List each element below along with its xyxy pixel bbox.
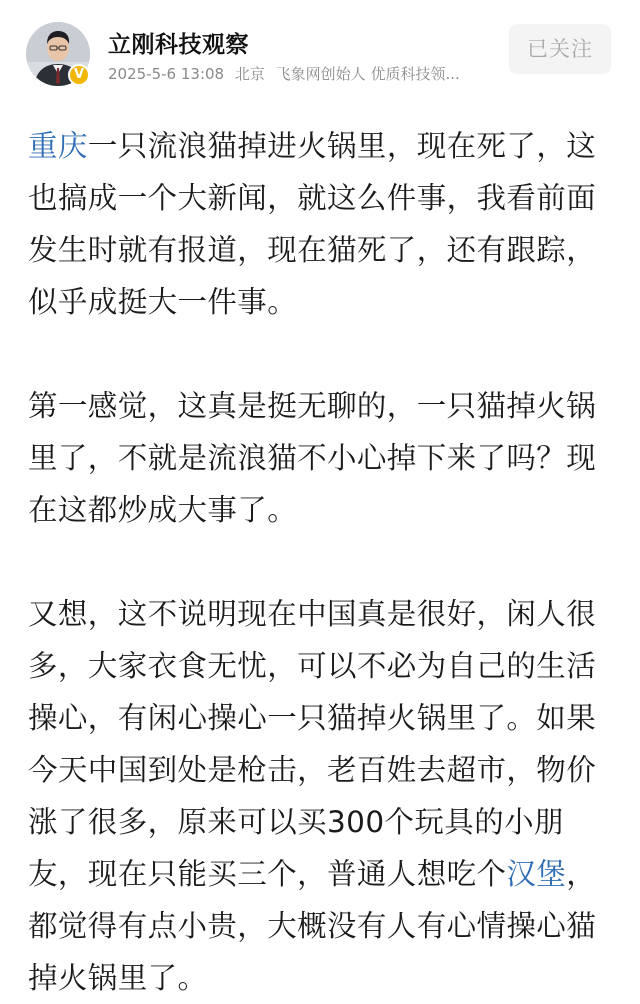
paragraph-2-text: 第一感觉，这真是挺无聊的，一只猫掉火锅里了，不就是流浪猫不小心掉下来了吗？现在这都炒成大事了。 — [28, 389, 597, 527]
post-timestamp: 2025-5-6 13:08 — [108, 65, 225, 83]
topic-link-chongqing[interactable]: 重庆 — [28, 129, 88, 163]
post-content — [28, 120, 618, 1004]
verified-badge-icon: V — [68, 64, 90, 86]
paragraph-3-text-before: 又想，这不说明现在中国真是很好，闲人很多，大家衣食无忧，可以不必为自己的生活操心，有闲心操心一只猫掉火锅里了。如果今天中国到处是枪击，老百姓去超市，物价涨了很多，原来可以买300个玩具的小朋友，现在只能买三个，普通人想吃个 — [28, 597, 597, 891]
paragraph-2 — [28, 380, 618, 536]
post-meta — [108, 63, 498, 84]
paragraph-1-text: 一只流浪猫掉进火锅里，现在死了，这也搞成一个大新闻，就这么件事，我看前面发生时就有报道，现在猫死了，还有跟踪，似乎成挺大一件事。 — [28, 129, 597, 319]
follow-button[interactable]: 已关注 — [509, 24, 611, 74]
author-name[interactable]: 立刚科技观察 — [108, 32, 249, 58]
paragraph-3-text-after: ，都觉得有点小贵，大概没有人有心情操心猫掉火锅里了。 — [28, 857, 597, 995]
paragraph-1 — [28, 120, 618, 328]
topic-link-hamburger[interactable]: 汉堡 — [506, 857, 567, 891]
paragraph-3 — [28, 588, 618, 1004]
post-location: 北京 — [234, 65, 265, 83]
post-header — [0, 0, 640, 100]
author-description: 飞象网创始人 优质科技领... — [275, 65, 460, 83]
